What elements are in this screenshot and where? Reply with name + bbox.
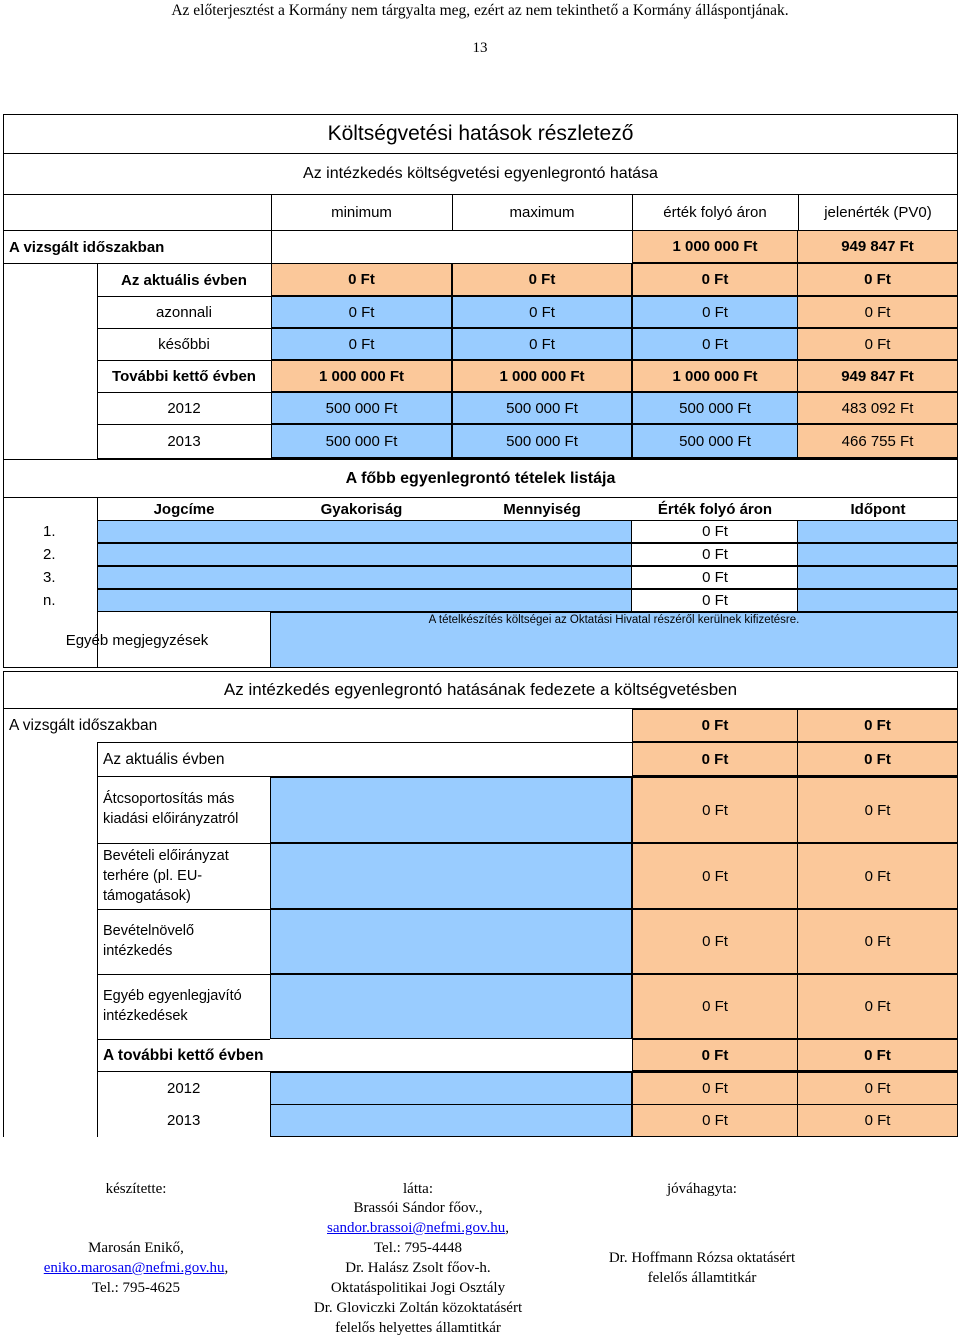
s1-row-value: 0 Ft xyxy=(632,263,798,296)
col-header-pv: jelenérték (PV0) xyxy=(824,204,932,221)
s3-row-input[interactable] xyxy=(270,777,632,843)
s3-row-label: Bevételi előirányzat terhére (pl. EU-támogatások) xyxy=(103,848,229,904)
sig-prepared-name: Marosán Enikő, xyxy=(88,1240,184,1256)
sig-approved-line2: felelős államtitkár xyxy=(647,1270,757,1286)
s1-row-value[interactable]: 0 Ft xyxy=(452,296,632,328)
s1-row-label: 2012 xyxy=(97,392,271,424)
s1-row-label: További kettő évben xyxy=(97,360,271,392)
divider xyxy=(97,843,270,844)
s3-next-two-label: A további kettő évben xyxy=(103,1046,264,1064)
s3-current-label: Az aktuális évben xyxy=(103,750,225,768)
s1-row-value: 500 000 Ft xyxy=(632,424,798,458)
s3-row-value: 0 Ft xyxy=(632,843,798,909)
s3-year-label: 2013 xyxy=(167,1111,201,1129)
s1-row-label: későbbi xyxy=(97,328,271,360)
col-header-minimum: minimum xyxy=(331,204,392,221)
sig-seen-line1: Brassói Sándor főov., xyxy=(353,1200,483,1216)
s3-row-input[interactable] xyxy=(270,909,632,974)
sig-seen-line5: Oktatáspolitikai Jogi Osztály xyxy=(330,1280,506,1296)
col-header-maximum: maximum xyxy=(509,204,575,221)
s3-row-input[interactable] xyxy=(270,843,632,909)
period-blank xyxy=(271,231,632,263)
s3-current-pv: 0 Ft xyxy=(797,742,958,776)
s2-item-date[interactable] xyxy=(797,589,958,612)
s1-row-value: 949 847 Ft xyxy=(797,360,958,392)
s1-row-value: 483 092 Ft xyxy=(797,392,958,424)
s3-year-pv: 0 Ft xyxy=(797,1072,958,1105)
s1-row-value[interactable]: 500 000 Ft xyxy=(452,392,632,424)
s1-row-value: 0 Ft xyxy=(797,263,958,296)
s2-item-date[interactable] xyxy=(797,566,958,589)
divider xyxy=(97,1039,270,1040)
s3-year-label: 2012 xyxy=(167,1079,201,1097)
col-ertek: Érték folyó áron xyxy=(657,500,773,518)
col-mennyiseg: Mennyiség xyxy=(503,500,581,518)
s1-row-value[interactable]: 500 000 Ft xyxy=(271,424,452,458)
col-jogcime: Jogcíme xyxy=(153,500,215,518)
s2-item-num: 1. xyxy=(43,523,56,540)
s3-row-value: 0 Ft xyxy=(632,974,798,1039)
s1-row-label: azonnali xyxy=(97,296,271,328)
s2-item-cell[interactable] xyxy=(97,589,632,612)
s1-row-value[interactable]: 500 000 Ft xyxy=(452,424,632,458)
s3-period-pv: 0 Ft xyxy=(797,709,958,742)
sig-prepared-email-line xyxy=(16,1260,256,1277)
s1-row-value[interactable]: 0 Ft xyxy=(271,328,452,360)
s2-item-value: 0 Ft xyxy=(632,589,798,612)
s1-row-value: 0 Ft xyxy=(271,263,452,296)
s2-item-value: 0 Ft xyxy=(632,543,798,566)
s1-row-value: 466 755 Ft xyxy=(797,424,958,458)
notes-text: A tételkészítés költségei az Oktatási Hivatal részéről kerülnek kifizetésre. xyxy=(428,614,800,626)
s1-row-value: 0 Ft xyxy=(797,296,958,328)
s2-item-cell[interactable] xyxy=(97,543,632,566)
s3-row-pv: 0 Ft xyxy=(797,777,958,843)
s3-row-value: 0 Ft xyxy=(632,909,798,974)
divider xyxy=(97,263,98,459)
s3-period-label: A vizsgált időszakban xyxy=(9,716,158,734)
sig-seen-line6: Dr. Gloviczki Zoltán közoktatásért xyxy=(313,1300,523,1316)
sig-seen-line3: Tel.: 795-4448 xyxy=(373,1240,463,1256)
s3-period-value: 0 Ft xyxy=(632,709,798,742)
sig-seen-email[interactable]: sandor.brassoi@nefmi.gov.hu xyxy=(327,1220,506,1236)
divider xyxy=(452,194,453,230)
s3-row-pv: 0 Ft xyxy=(797,843,958,909)
sig-seen-line7: felelős helyettes államtitkár xyxy=(335,1320,501,1336)
s3-row-input[interactable] xyxy=(270,974,632,1039)
s1-row-value: 0 Ft xyxy=(632,328,798,360)
s3-year-pv: 0 Ft xyxy=(797,1104,958,1137)
col-gyakorisag: Gyakoriság xyxy=(320,500,403,518)
sig-prepared-tel: Tel.: 795-4625 xyxy=(91,1280,181,1296)
s2-item-num: 3. xyxy=(43,569,56,586)
s3-year-input[interactable] xyxy=(270,1104,632,1137)
s2-item-date[interactable] xyxy=(797,520,958,543)
s3-current-value: 0 Ft xyxy=(632,742,798,776)
s2-item-date[interactable] xyxy=(797,543,958,566)
s1-row-value[interactable]: 0 Ft xyxy=(452,328,632,360)
s3-next-two-pv: 0 Ft xyxy=(797,1039,958,1071)
s1-row-value: 500 000 Ft xyxy=(632,392,798,424)
s2-item-value: 0 Ft xyxy=(632,520,798,543)
period-label: A vizsgált időszakban xyxy=(9,238,165,256)
section3-title: Az intézkedés egyenlegrontó hatásának fedezete a költségvetésben xyxy=(223,680,738,699)
s1-row-value: 1 000 000 Ft xyxy=(271,360,452,392)
s3-year-value: 0 Ft xyxy=(632,1072,798,1105)
s1-row-label: 2013 xyxy=(97,424,271,458)
s2-item-cell[interactable] xyxy=(97,520,632,543)
divider xyxy=(97,458,958,459)
sig-seen-email-line xyxy=(288,1220,548,1237)
s3-year-value: 0 Ft xyxy=(632,1104,798,1137)
sig-prepared-heading: készítette: xyxy=(105,1181,167,1197)
s2-item-cell[interactable] xyxy=(97,566,632,589)
s1-row-value: 0 Ft xyxy=(452,263,632,296)
s1-row-value: 1 000 000 Ft xyxy=(452,360,632,392)
col-header-value: érték folyó áron xyxy=(663,204,767,221)
s3-next-two-value: 0 Ft xyxy=(632,1039,798,1071)
sig-seen-heading: látta: xyxy=(403,1181,433,1197)
section2-title: A főbb egyenlegrontó tételek listája xyxy=(345,470,616,487)
disclaimer: Az előterjesztést a Kormány nem tárgyalta meg, ezért az nem tekinthető a Kormány álláspontjának. xyxy=(171,2,789,19)
page-number: 13 xyxy=(472,40,488,56)
comma: , xyxy=(505,1220,509,1236)
divider xyxy=(97,909,270,910)
period-pv: 949 847 Ft xyxy=(797,230,958,263)
section1-subtitle: Az intézkedés költségvetési egyenlegrontó hatása xyxy=(303,165,658,182)
col-idopont: Időpont xyxy=(850,500,906,518)
s3-year-input[interactable] xyxy=(270,1072,632,1105)
s2-item-value: 0 Ft xyxy=(632,566,798,589)
period-value: 1 000 000 Ft xyxy=(632,230,798,263)
s2-item-num: 2. xyxy=(43,546,56,563)
s1-row-value: 0 Ft xyxy=(797,328,958,360)
s1-row-value: 0 Ft xyxy=(632,296,798,328)
s3-row-label: Bevételnövelő intézkedés xyxy=(103,923,195,959)
section1-title: Költségvetési hatások részletező xyxy=(327,122,634,145)
sig-approved-heading: jóváhagyta: xyxy=(667,1181,737,1197)
divider xyxy=(271,194,272,230)
s3-row-pv: 0 Ft xyxy=(797,909,958,974)
comma: , xyxy=(224,1260,229,1276)
s1-row-value[interactable]: 500 000 Ft xyxy=(271,392,452,424)
notes-label: Egyéb megjegyzések xyxy=(65,631,209,649)
divider xyxy=(798,194,799,230)
s1-row-label: Az aktuális évben xyxy=(97,263,271,296)
s1-row-value: 1 000 000 Ft xyxy=(632,360,798,392)
sig-seen-line4: Dr. Halász Zsolt főov-h. xyxy=(345,1260,491,1276)
s3-row-label: Átcsoportosítás más kiadási előirányzatról xyxy=(103,791,239,827)
s2-item-num: n. xyxy=(43,592,56,609)
s1-row-value[interactable]: 0 Ft xyxy=(271,296,452,328)
divider xyxy=(97,974,270,975)
s3-row-label: Egyéb egyenlegjavító intézkedések xyxy=(103,988,242,1024)
sig-prepared-email[interactable]: eniko.marosan@nefmi.gov.hu xyxy=(43,1260,225,1276)
s3-row-pv: 0 Ft xyxy=(797,974,958,1039)
sig-approved-line1: Dr. Hoffmann Rózsa oktatásért xyxy=(608,1250,796,1266)
s3-row-value: 0 Ft xyxy=(632,777,798,843)
divider xyxy=(632,194,633,230)
